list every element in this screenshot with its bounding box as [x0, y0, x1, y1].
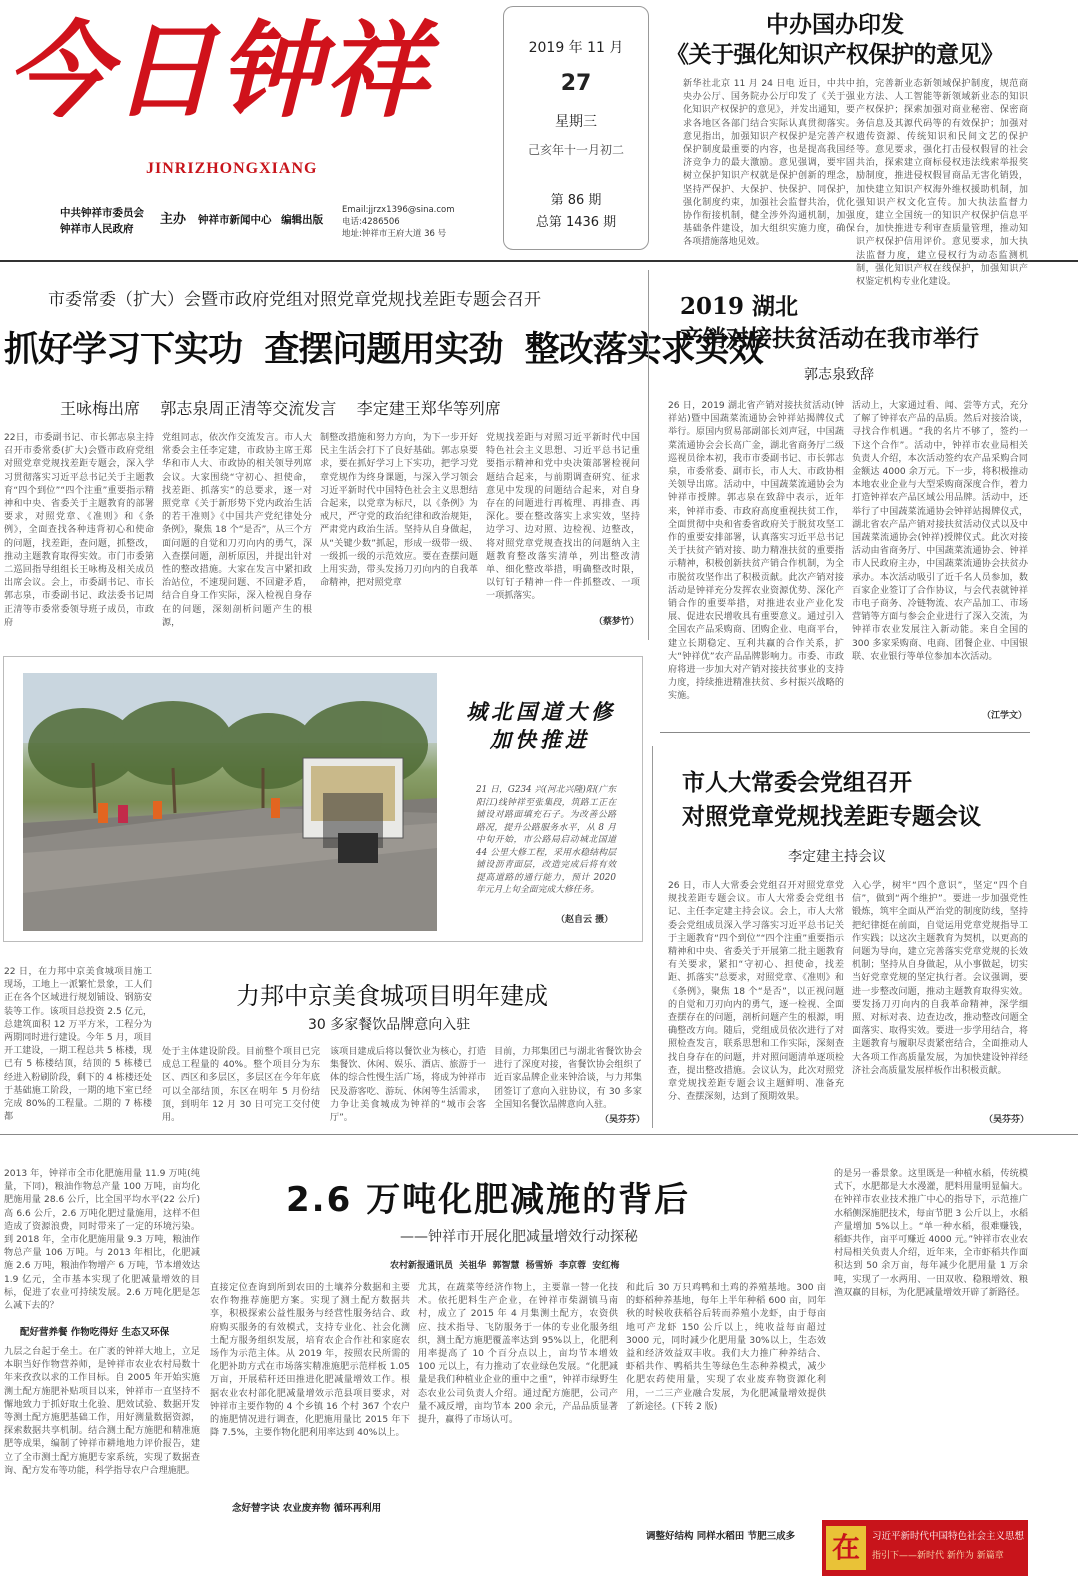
sponsor-line2: 钟祥市人民政府 [60, 223, 134, 235]
story1-col2: 党组同志，依次作交流发言。市人大常委会主任李定建，市政协主席王郑华和市人大、市政协的相关领导列席会议。大家围绕“守初心、担使命，找差距、抓落实”的总要求，逐一对照党章《关于新形势下党内政治生活的若干准则》《中国共产党纪律处分条例》，聚焦 18 个“是否”，从三个方面问题的自觉和刀刃向内的勇气，深入查摆问题，剖析原因，并提出针对性的整改措施。大家在发言中紧扣政治站位，不速现问题、不回避矛盾，结合自身工作实际，深入检视自身存在的问题，深刻剖析问题产生的根源， [162, 433, 312, 628]
banner-badge: 在 [826, 1526, 866, 1570]
story4-byline: （吴芬芬） [984, 1115, 1030, 1125]
photo-story-headline-line1: 城北国道大修 [466, 699, 616, 724]
photo-story-caption: 21 日，G234 兴(河北兴隆)阳(广东阳江)线钟祥至张集段，筑路工正在铺设对路面填充石子。为改善公路路况，提升公路服务水平，从 8 月中旬开始，市公路局启动城北国道 44 公里大修工程，采用水稳结构层铺设沥青面层，改造完成后将有效提高道路的通行能力，预计 2020 年元月上旬全面完成大修任务。 [476, 785, 616, 895]
story5-section2: 念好替字诀 农业废弃物 循环再利用 [232, 1503, 382, 1514]
column-divider [648, 270, 649, 640]
date-weekday: 星期三 [555, 114, 597, 130]
masthead-pinyin: JINRIZHONGXIANG [146, 160, 318, 177]
story5-section3: 调整好结构 同样水稻田 节肥三成多 [646, 1531, 796, 1542]
top-news-col1: 新华社北京 11 月 24 日电 近日，中共中央办公厅、国务院办公厅印发了《关于强化知识产权保护的意见》，并发出通知，要求各地区各部门结合实际认真贯彻落实。意见指出，加强知识产权保护是完善产权保护制度最重要的内容，也是提高我国经济竞争力的最大激励。意见强调，要牢固树立保护知识产权就是保护创新的理念，坚持严保护、大保护、快保护、同保护，强化制度约束，加强社会监督共治，优化协作衔接机制，健全涉外沟通机制，加强基础条件建设，加大组织实施力度，确保各项措施落地见效。 [683, 79, 855, 248]
story4-col2: 入心学，树牢“四个意识”，坚定“四个自信”，做到“两个维护”。要进一步加强党性锻炼，筑牢全面从严治党的制度防线，坚持把纪律挺在前面，自觉运用党章党规指导工作实践；以这次主题教育为契机，以更高的问题为导向，建立完善落实党章党规的长效机制；坚持从自身做起，从小事做起，切实当好党章党规的坚定执行者。会议强调，要进一步整改问题，推动主题教育取得实效。要发扬刀刃向内的自我革命精神，深学细照、对标对表、边查边改，推动整改问题全面落实、取得实效。要进一步学用结合，将主题教育与履职尽责紧密结合，全面推动人大各项工作高质量发展，为加快建设钟祥经济社会高质量发展样板作出积极贡献。 [852, 881, 1028, 1076]
story4-headline-line1: 市人大常委会党组召开 [682, 769, 912, 796]
story2-divider [660, 732, 1030, 733]
story3-col3: 目前，力邦集团已与湖北省餐饮协会进行了深度对接，省餐饮协会组织了近百家品牌企业来钟洽谈，与力邦集团签订了意向入驻协议，有 30 多家全国知名餐饮品牌意向入驻。 [494, 1047, 642, 1110]
date-box [503, 6, 649, 250]
story3-lead: 22 日，在力邦中京美食城项目施工现场，工地上一派繁忙景象，工人们正在各个区域进行规划铺设、钢筋安装等工作。该项目总投资 2.5 亿元，总建筑面积 12 万平方米，工程分为两期同时进行建设。今年 5 月，项目开工建设，一期工程总共 5 栋楼，现已有 5 栋楼结顶，结顶的 5 栋楼已经进入粉刷阶段，剩下的 4 栋楼还处于基础施工阶段，一期的地下室已经完成 80%的工程量。二期的 7 栋楼都 [4, 967, 152, 1123]
story1-col3: 制整改措施和努力方向，为下一步开好民主生活会打下了良好基础。郭志泉要求，要在抓好学习上下实功，把学习党章党规作为终身课题，与深入学习领会习近平新时代中国特色社会主义思想结合起来，以党章为标尺，以《条例》为戒尺，严守党的政治纪律和政治规矩，严肃党内政治生活。坚持从自身做起，从“关键少数”抓起，形成一级带一级、一级抓一级的示范效应。要在查摆问题上用实劲，带头发扬刀刃向内的自我革命精神，把对照党章 [320, 433, 478, 589]
banner-sub: 指引下——新时代 新作为 新篇章 [872, 1551, 1004, 1561]
story1-kicker: 市委常委（扩大）会暨市政府党组对照党章党规找差距专题会召开 [48, 290, 541, 310]
story5-col3: 和此后 30 万只鸡鸭和土鸡的养殖基地。300 亩的虾稻种养基地，每年上半年种稻 600 亩，同年秋的时候收获稻谷后转而养殖小龙虾，由于每亩地可产龙虾 150 公斤以上，纯收益每亩超过 3000 元，同时减少化肥用量 30%以上，生态效益和经济效益双丰收。我们大力推广种养结合、虾稻共作、鸭稻共生等绿色生态种养模式，减少化肥农药使用量，实现了农业废弃物资源化利用，一二三产业融合发展，为化肥减量增效提供了新途径。(下转 2 版) [626, 1283, 826, 1412]
story5-lead2: 九层之台起于垒土。在广袤的钟祥大地上，立足本职当好作物营养师，是钟祥市农业农村局数十年来孜孜以求的工作目标。自 2005 年开始实施测土配方施肥补贴项目以来，钟祥市一直坚持不懈地致力于抓好取土化验、肥效试验、数据开发等测土配方施肥基础工作，用好测量数据资源，探索数据共享机制。结合测土配方施肥和精准施肥等成果，编制了钟祥市耕地地力评价报告，建立了全市测土配方施肥专家系统，实现了数据查询、配方发布等功能，科学指导农户合理施肥。 [4, 1347, 200, 1476]
story5-col1-cont [210, 1520, 410, 1580]
story4-headline-line2: 对照党章党规找差距专题会议 [682, 803, 981, 830]
story2-byline: （江学文） [982, 711, 1028, 721]
story3-headline: 力邦中京美食城项目明年建成 [236, 982, 548, 1010]
story5-col4: 的是另一番景象。这里既是一种植水稻，传统模式下，水肥都是大水漫灌，肥料用量明显偏大。在钟祥市农业技术推广中心的指导下，示范推广水稻侧深施肥技术，每亩节肥 3 公斤以上，水稻产量增加 5%以上。“单一种水稻，很难赚钱，稻虾共作，亩平可赚近 4000 元。”钟祥市农业农村局相关负责人介绍，近年来，全市虾稻共作面积达到 50 余万亩，每年减少化肥用量 1 万余吨，实现了一水两用、一田双收、稳粮增效、粮渔双赢的目标，为化肥减量增效开辟了新路径。 [834, 1169, 1028, 1298]
photo-story-byline: （赵自云 摄） [556, 915, 614, 925]
banner-text: 习近平新时代中国特色社会主义思想 [872, 1531, 1025, 1542]
sponsor-line1: 中共钟祥市委员会 [60, 207, 144, 219]
publisher-role: 编辑出版 [281, 214, 324, 226]
story2-subhead: 郭志泉致辞 [804, 367, 874, 383]
contact-address: 地址:钟祥市王府大道 36 号 [342, 229, 447, 239]
road-construction-photo [23, 673, 437, 931]
story4-col1: 26 日，市人大常委会党组召开对照党章党规找差距专题会议。市人大常委会党组书记、主任李定建主持会议。会上，市人大常委会党组成员深入学习落实习近平总书记关于主题教育“四个到位”“四个注重”重要指示精神和中央、省委关于开展第二批主题教育有关要求，紧扣“守初心、担使命，找差距、抓落实”总要求，对照党章、《准则》和《条例》，聚焦 18 个“是否”，以正视问题的自觉和刀刃向内的勇气，逐一检视、全面查摆存在的问题，剖析问题产生的根源，明确整改方向。随后，党组成员依次进行了对照检查发言，联系思想和工作实际，深刻查找自身存在的问题，并对照问题清单逐项检查，提出整改措施。会议认为，此次对照党章党规找差距专题会议主题鲜明、准备充分、查摆深刻，达到了预期效果。 [668, 881, 844, 1103]
date-year-month: 2019 年 11 月 [528, 40, 624, 56]
story3-subhead: 30 多家餐饮品牌意向入驻 [308, 1017, 471, 1033]
sponsor-role: 主办 [160, 212, 187, 227]
story2-col2: 活动上，大家通过看、闻、尝等方式，充分了解了钟祥农产品的品质。然后对接洽谈，寻找合作机遇。“我的名片不够了，签约一下这个合作”。活动中，钟祥市农业局相关负责人介绍，本次活动签约农产品采购合同金额达 4000 余万元。下一步，将积极推动本地农业企业与大型采购商深度合作，着力打造钟祥农产品区域公用品牌。活动中，还举行了中国蔬菜流通协会钟祥站揭牌仪式，湖北省农产品产销对接扶贫活动仪式以及中国蔬菜流通协会(钟祥)授牌仪式。此次对接活动由省商务厅、中国蔬菜流通协会、钟祥市人民政府主办，中国蔬菜流通协会扶贫办承办。本次活动吸引了近千名人员参加，数百家企业签订了合作协议，与会代表就钟祥市电子商务、冷链物流、农产品加工、市场营销等方面与参会企业进行了深入交流，为钟祥市农业发展注入新动能。来自全国的 300 多家采购商、电商、团餐企业、中国银联、农业银行等单位参加本次活动。 [852, 401, 1028, 662]
story2-col1: 26 日，2019 湖北省产销对接扶贫活动(钟祥站)暨中国蔬菜流通协会钟祥站揭牌仪式举行。原国内贸易部副部长刘声冠，中国蔬菜流通协会会长高广金，湖北省商务厅二级巡视员徐本初，我市市委副书记、市长郭志泉，市委常委、副市长，市人大、市政协相关领导出席。活动中，中国蔬菜流通协会为钟祥市授牌。郭志泉在致辞中表示，近年来，钟祥市委、市政府高度重视扶贫工作，全面贯彻中央和省委省政府关于脱贫攻坚工作的重要安排部署，认真落实习近平总书记关于扶贫产销对接、助力精准扶贫的重要指示精神，积极创新扶贫产销合作机制，为全市脱贫攻坚作出了积极贡献。此次产销对接活动是钟祥充分发挥农业资源优势、深化产销合作的重要举措，对推进农业产业化发展、促进农民增收具有重要意义。通过引入全国农产品采购商、团购企业、电商平台，建立长期稳定、互利共赢的合作关系，扩大“钟祥优”农产品品牌影响力。市委、市政府将进一步加大对产销对接扶贫事业的支持力度，持续推进精准扶贫、乡村振兴战略的实施。 [668, 401, 844, 702]
photo-story-headline-line2: 加快推进 [490, 727, 590, 752]
publisher [198, 212, 323, 228]
top-news-col2: 拍，完善新业态新领域保护制度，规范商业方法、人工智能等新领域新业态的知识产权保护；探索加强对商业秘密、保密商务信息及其源代码等的有效保护；加强对遗传资源、传统知识和民间文艺的保护等。意见要求，强化打击侵权假冒的社会共治，探索建立商标侵权违法线索举报奖励制度，推进侵权假冒商品无害化销毁，加快建立知识产权海外维权援助机制，加强知识产权文化宣传。加大执法监督力度，建立全国统一的知识产权保护信息平台，加快推进专利审查质量管理，推动知识产权保护信用评价。意见要求，加大执法监督力度，建立侵权行为动态监测机制，强化知识产权在线保护，加强知识产权鉴定机构专业化建设。 [856, 79, 1028, 288]
road-construction-illustration [23, 673, 437, 931]
sponsor-block [60, 205, 144, 237]
story2-headline-line1: 2019 湖北 [680, 293, 799, 320]
top-news-title-line2: 《关于强化知识产权保护的意见》 [666, 41, 1004, 68]
story5-col1: 直接定位查询到所到农田的土壤养分数据和主要农作物推荐施肥方案。实现了测土配方数据共享，积极探索公益性服务与经营性服务结合、政府购买服务的有效模式，支持专业化、社会化测土配方服务组织发展，培育农企合作社和家庭农场作为示范主体。从 2019 年，按照农民所需的化肥补助方式在市场落实精准施肥示范样板 1.05 万亩，开展秸秆还田推进化肥减量增效工作。根据农业农村部化肥减量增效示范县项目要求，对钟祥市主要作物的 4 个乡镇 16 个村 367 个农户的施肥情况进行调查，化肥施用量比 2015 年下降 7.5%，主要作物化肥利用率达到 40%以上。 [210, 1283, 410, 1439]
story5-col2: 尤其，在蔬菜等经济作物上，主要靠一替一化技术。依托肥料生产企业，在钟祥市柴湖镇马南村，成立了 2015 年 4 月集测土配方，农资供应、技术指导、飞防服务于一体的专业化服务组织，测土配方施肥覆盖率达到 95%以上，化肥利用率提高了 10 个百分点以上，亩均节本增效 100 元以上，有力推动了农业绿色发展。“化肥减量是我们种植业企业的重中之重”，钟祥市绿野生态农业公司负责人介绍。通过配方施肥，公司产量不减反增，亩均节本 200 余元，产品品质显著提升，赢得了市场认可。 [418, 1283, 618, 1426]
story1-headline: 抓好学习下实功 查摆问题用实劲 整改落实求实效 [4, 330, 763, 370]
story5-subhead: ——钟祥市开展化肥减量增效行动探秘 [400, 1229, 638, 1245]
story3-col2: 该项目建成后将以餐饮业为核心，打造集餐饮、休闲、娱乐、酒店、旅游于一体的综合性慢生活广场，将成为钟祥市民及游客吃、游玩、休闲等生活需求，力争让美食城成为钟祥的“城市会客厅”。 [330, 1047, 486, 1124]
date-day: 27 [560, 71, 592, 96]
issue-number: 第 86 期 [550, 193, 602, 208]
story3-byline: （吴芬芬） [600, 1115, 646, 1125]
column-divider-lower [652, 746, 653, 1128]
section-divider [0, 1134, 1078, 1135]
story1-col4: 党规找差距与对照习近平新时代中国特色社会主义思想、习近平总书记重要指示精神和党中央决策部署检视问题结合起来，与前期调查研究、征求意见中发现的问题结合起来，对自身存在的问题进行再梳理、再排查、再深化。要在整改落实上求实效，坚持边学习、边对照、边检视、边整改，将对照党章党规查找出的问题纳入主题教育整改落实清单，列出整改清单、细化整改举措，明确整改时限，以钉钉子精神一件一件抓整改、一项一项抓落实。 [486, 433, 640, 602]
story5-section1: 配好营养餐 作物吃得好 生态又环保 [20, 1327, 170, 1338]
story2-headline-line2: 产销对接扶贫活动在我市举行 [680, 325, 979, 352]
story1-subhead: 王咏梅出席 郭志泉周正清等交流发言 李定建王郑华等列席 [60, 399, 501, 418]
story5-reporters: 农村新报通讯员 关祖华 郭智慧 杨雪娇 李京蓉 安红梅 [390, 1261, 620, 1271]
masthead-title: 今日钟祥 [6, 9, 431, 132]
contact-phone: 电话:4286506 [342, 217, 400, 227]
story5-headline: 2.6 万吨化肥减施的背后 [286, 1180, 691, 1220]
top-news-title-line1: 中办国办印发 [766, 11, 904, 38]
contact-block [342, 204, 455, 240]
publisher-name: 钟祥市新闻中心 [198, 214, 272, 226]
story3-col1: 处于主体建设阶段。目前整个项目已完成总工程量的 40%。整个项目分为东区、西区和多层区，多层区在今年年底可以全部结顶，东区在明年 5 月份结顶，到明年 12 月 30 日可完工交付使用。 [162, 1047, 320, 1124]
story1-col1: 22日，市委副书记、市长郭志泉主持召开市委常委(扩大)会暨市政府党组对照党章党规找差距专题会，深入学习贯彻落实习近平总书记关于主题教育“四个到位”“四个注重”重要指示精神和中央、省委关于主题教育的部署要求，对照党章、《准则》和《条例》，全面查找各种违背初心和使命的问题，找差距，查问题，抓整改，推动主题教育取得实效。市门市委第二巡回指导组组长王咏梅及相关成员出席会议。会上，市委副书记、市长郭志泉，市委副书记、政法委书记周正清等市委常委领导班子成员，市政府 [4, 433, 154, 628]
date-lunar: 己亥年十一月初二 [527, 143, 624, 157]
theme-banner [822, 1520, 1028, 1576]
contact-email: Email:jjrzx1396@sina.com [342, 205, 455, 215]
story1-byline: （蔡梦竹） [594, 617, 640, 627]
masthead-divider [0, 260, 1078, 262]
story5-lead: 2013 年，钟祥市全市化肥施用量 11.9 万吨(纯量，下同)，粮油作物总产量 100 万吨，亩均化肥施用量 28.6 公斤，比全国平均水平(22 公斤)高 6.6 公斤，2.6 万吨化肥过量施用，这样不但造成了资源浪费，同时带来了一定的环境污染。到 2018 年，全市化肥施用量 9.3 万吨，粮油作物总产量 106 万吨。与 2013 年相比，化肥减施 2.6 万吨，粮油作物增产 6 万吨，节本增效达 1.9 亿元，全市基本实现了化肥减量增效的目标，促进了农业可持续发展。2.6 万吨化肥是怎么减下去的？ [4, 1169, 200, 1312]
total-issue-number: 总第 1436 期 [535, 215, 617, 230]
story4-subhead: 李定建主持会议 [788, 849, 886, 865]
